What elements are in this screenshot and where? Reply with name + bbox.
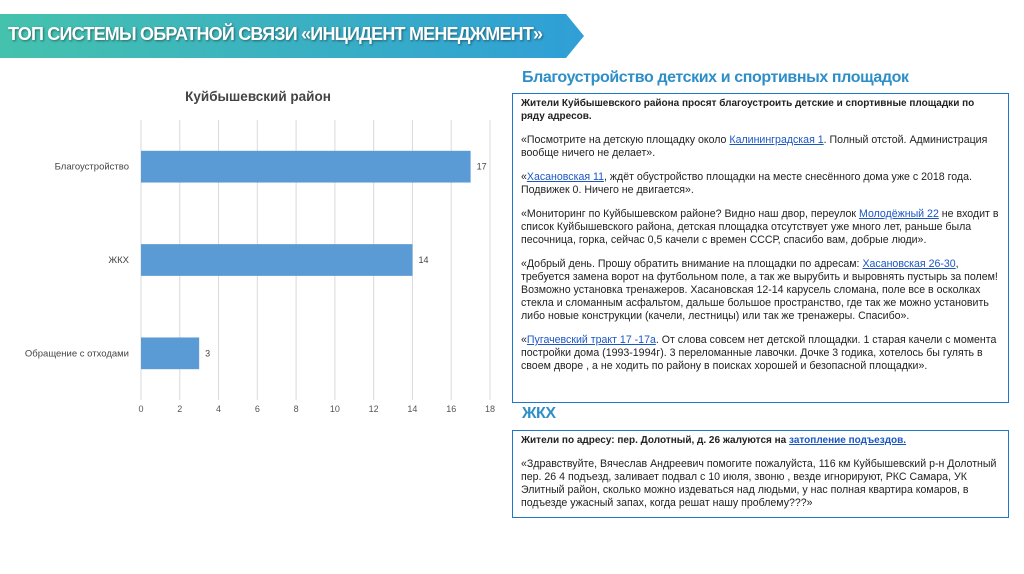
x-tick-label: 2 (177, 404, 183, 414)
address-link-pugachevsky-trakt[interactable]: Пугачевский тракт 17 -17а (526, 334, 656, 346)
flooding-link[interactable]: затопление подъездов. (789, 435, 907, 446)
category-label: Благоустройство (54, 161, 129, 173)
lead-text: Жители по адресу: пер. Долотный, д. 26 жалуются на (521, 435, 790, 446)
quote-4 (521, 258, 1000, 323)
bar (141, 151, 471, 183)
quote-3 (521, 208, 1000, 247)
quote-text: «Посмотрите на детскую площадку около (521, 134, 730, 146)
x-tick-label: 8 (293, 404, 299, 414)
quote-text: «Мониторинг по Куйбышевском районе? Видно наш двор, переулок (521, 208, 859, 220)
quote-2 (521, 171, 1000, 197)
category-label: Обращение с отходами (24, 348, 129, 360)
bar (141, 244, 412, 276)
x-tick-label: 4 (216, 404, 222, 414)
header-banner (0, 14, 585, 58)
x-tick-label: 6 (254, 404, 260, 414)
x-tick-label: 0 (138, 404, 144, 414)
x-tick-label: 12 (368, 404, 379, 414)
quote-text: «Добрый день. Прошу обратить внимание на площадки по адресам: (521, 258, 863, 270)
bar (141, 337, 199, 369)
address-link-khasanovskaya-26-30[interactable]: Хасановская 26-30 (862, 258, 956, 270)
quote-text: , требуется замена ворот на футбольном поле, а так же вырубить и выровнять пустырь за полем! Возможно установка тренажеров. Хасановская 12-14 карусель сломана, поле все в осколках стекла и сломанным асфальтом, дальше большое пространство, где так же можно установить либо новые конструкции (качели, лестницы) или так же тренажеры. Спасибо». (521, 258, 998, 322)
zhkh-feedback-box (512, 430, 1009, 518)
zhkh-lead (521, 434, 1000, 447)
x-tick-label: 16 (446, 404, 457, 414)
quote-5 (521, 334, 1000, 373)
section-title-zhkh: ЖКХ (522, 405, 556, 422)
data-label: 17 (476, 161, 487, 172)
x-tick-label: 18 (484, 404, 496, 414)
bar-chart (0, 80, 510, 425)
quote-text: , ждёт обустройство площадки на месте снесённого дома уже с 2018 года. Подвижек 0. Ничего не двигается». (521, 171, 972, 196)
chart-title: Куйбышевский район (185, 89, 331, 104)
playgrounds-feedback-box (512, 93, 1009, 403)
quote-text: « (521, 334, 527, 346)
x-tick-label: 14 (407, 404, 418, 414)
address-link-kaliningradskaya[interactable]: Калининградская 1 (729, 134, 824, 146)
address-link-molodezhny-22[interactable]: Молодёжный 22 (859, 208, 939, 220)
data-label: 3 (205, 348, 211, 359)
data-label: 14 (418, 255, 429, 265)
section-title-playgrounds: Благоустройство детских и спортивных площадок (522, 69, 909, 86)
quote-text: . Полный отстой. Администрация вообще ничего не делает». (521, 134, 988, 159)
page-title: ТОП СИСТЕМЫ ОБРАТНОЙ СВЯЗИ «ИНЦИДЕНТ МЕНЕДЖМЕНТ» (8, 24, 543, 44)
category-label: ЖКХ (108, 255, 129, 266)
quote-1 (521, 134, 1000, 160)
quote-text: . От слова совсем нет детской площадки. 1 старая качели с момента постройки дома (1993-1994г). 3 переломанные лавочки. Дочке 3 годика, хотелось бы гулять в своем дворе , а не ходить по району в поисках хорошей и безопасной площадки». (521, 334, 997, 372)
quote-text: не входит в список Куйбышевского района, детская площадка отсутствует уже много лет, раньше была песочница, горка, сейчас 0,5 качели с времен СССР, спасибо вам, добрые люди». (521, 208, 999, 246)
zhkh-quote-1: «Здравствуйте, Вячеслав Андреевич помогите пожалуйста, 116 км Куйбышевский р-н Долотный пер. 26 4 подъезд, заливает подвал с 10 июля, звоню , везде игнорируют, РКС Самара, УК Элитный район, сколько можно издеваться над людьми, у нас полная квартира комаров, в подъезде ужасный запах, когда решат нашу проблему???» (521, 458, 997, 509)
quote-text: « (521, 171, 527, 183)
playgrounds-lead: Жители Куйбышевского района просят благоустроить детские и спортивные площадки по ряду адресов. (521, 98, 975, 122)
address-link-khasanovskaya-11[interactable]: Хасановская 11 (526, 171, 605, 183)
x-tick-label: 10 (329, 404, 340, 414)
